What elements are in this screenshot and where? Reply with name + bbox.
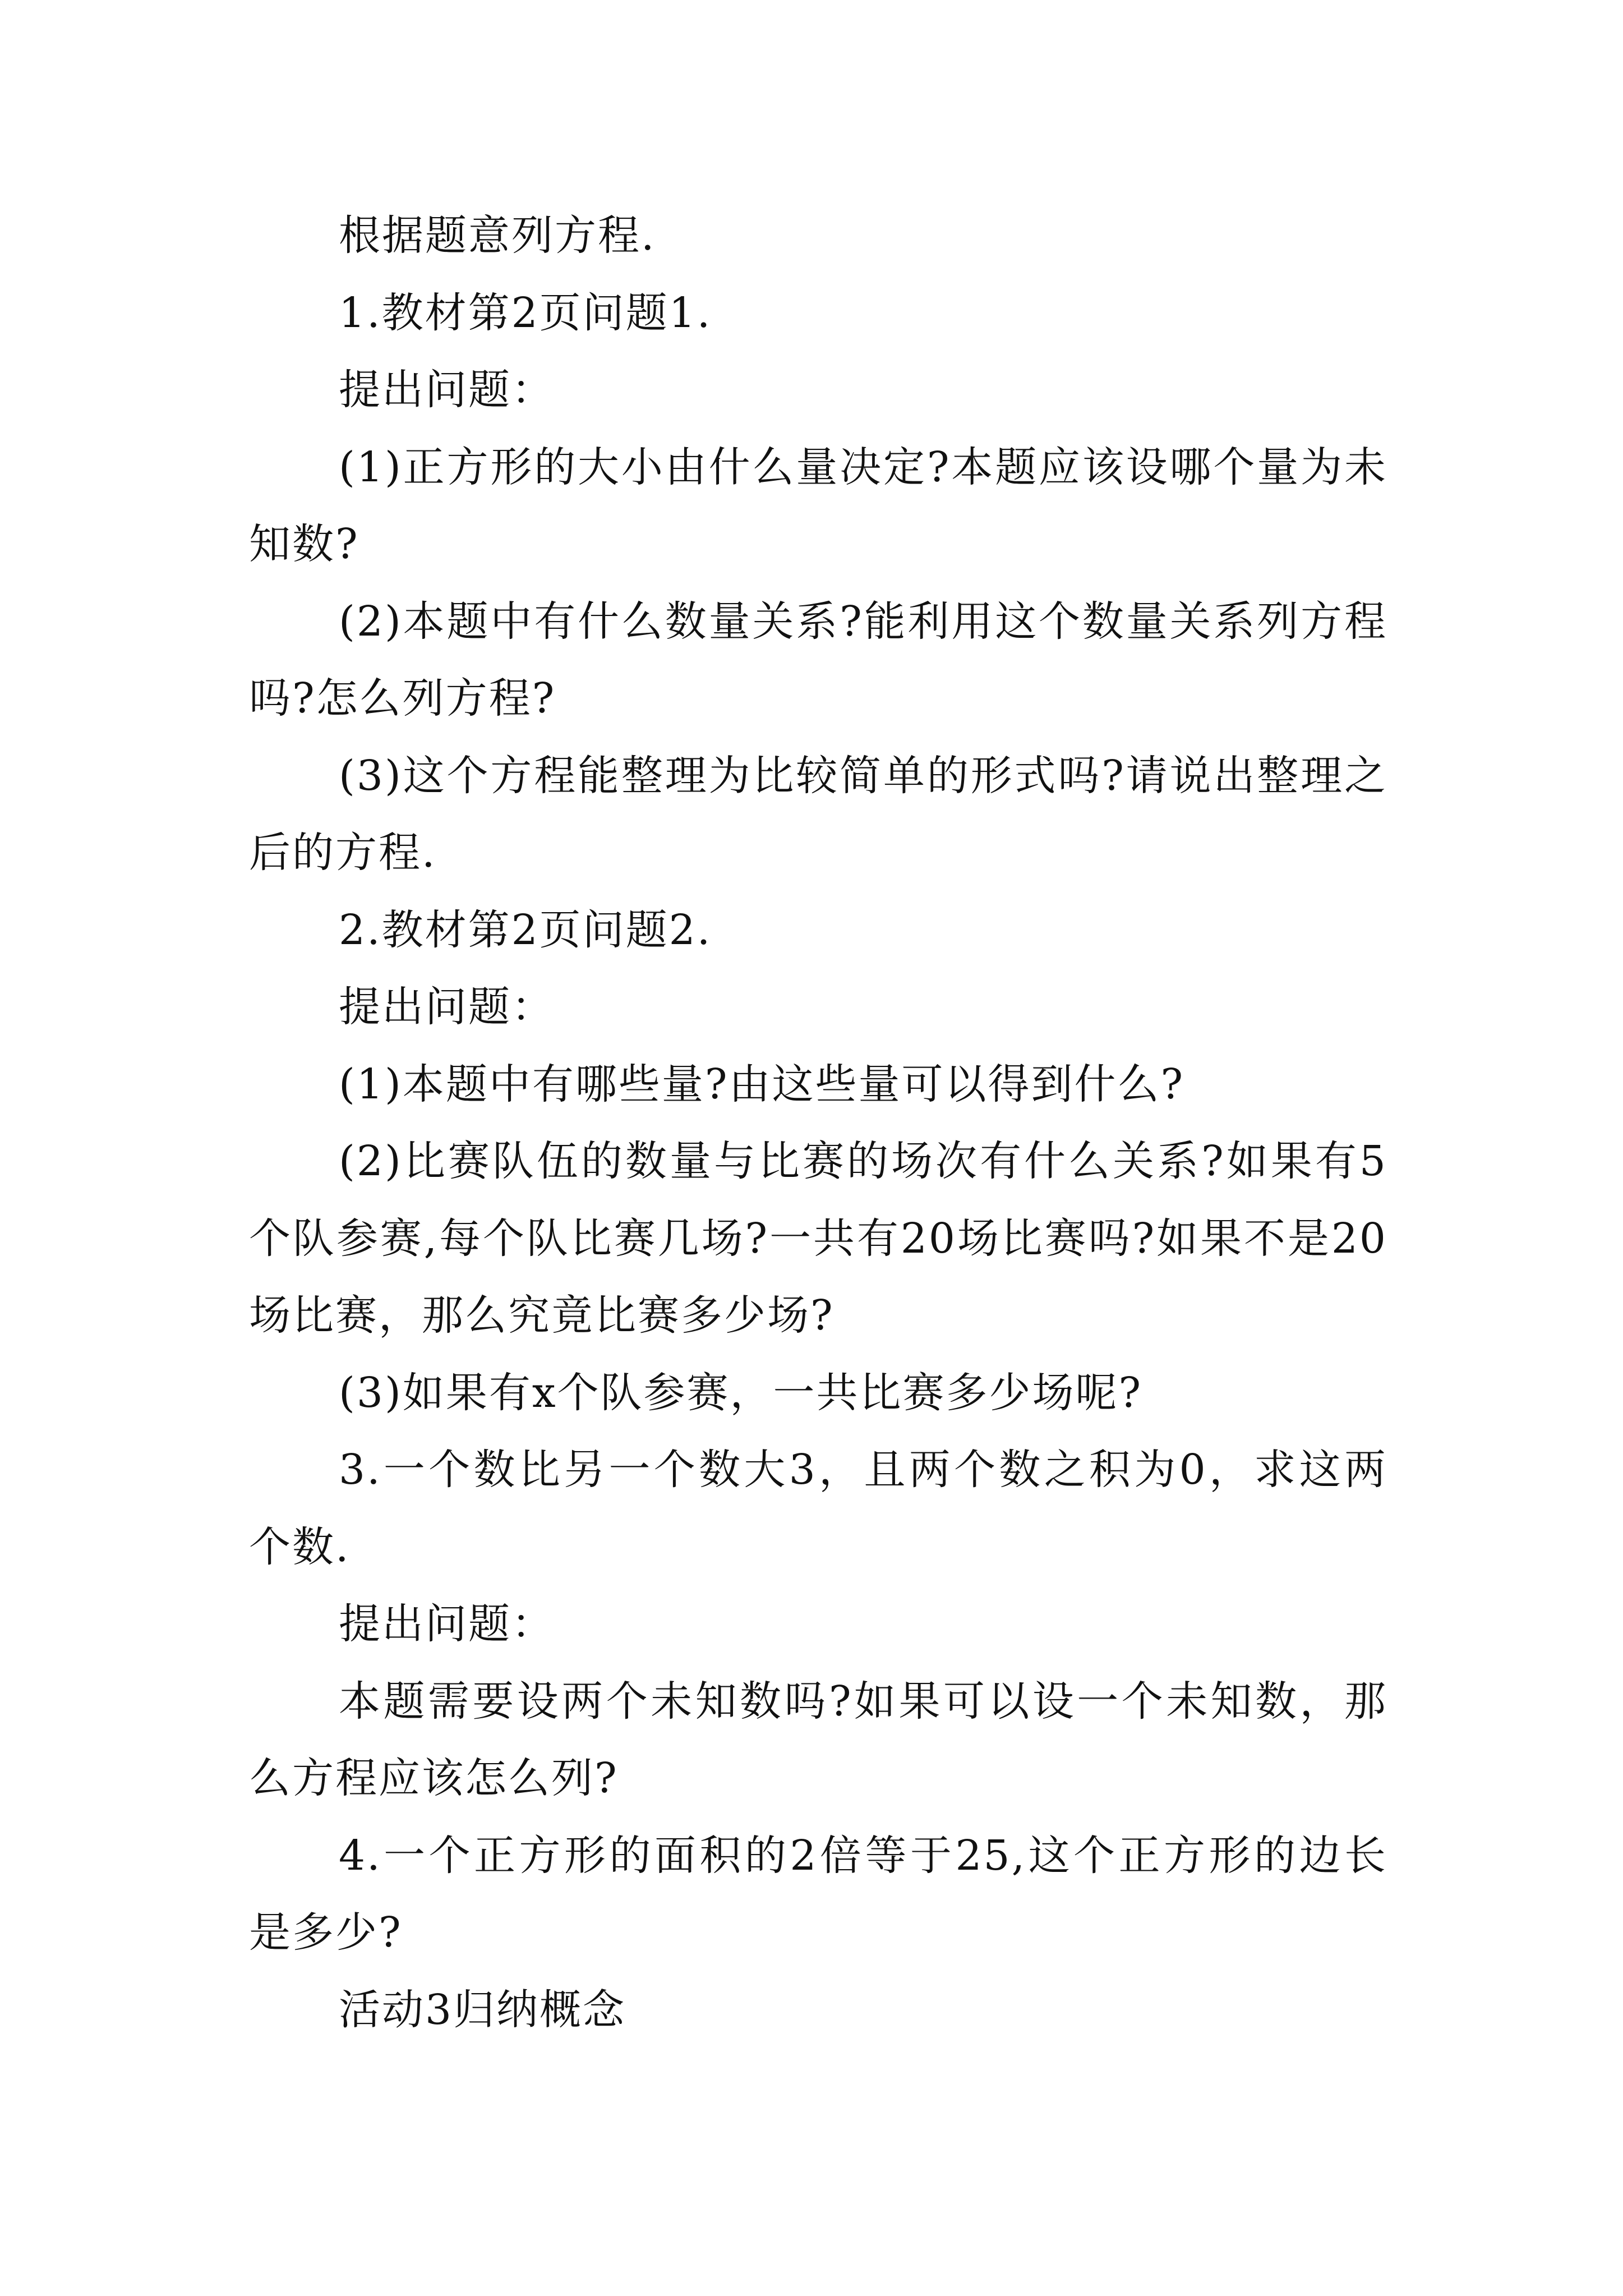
paragraph-question: (3)这个方程能整理为比较简单的形式吗?请说出整理之后的方程. bbox=[249, 751, 1387, 877]
paragraph-question: (3)如果有x个队参赛，一共比赛多少场呢? bbox=[339, 1368, 1143, 1417]
paragraph-question: (2)比赛队伍的数量与比赛的场次有什么关系?如果有5个队参赛,每个队比赛几场?一共有20场比赛吗?如果不是20场比赛，那么究竟比赛多少场? bbox=[249, 1137, 1387, 1340]
paragraph-questions-heading: 提出问题： bbox=[339, 1600, 555, 1648]
paragraph-question: (2)本题中有什么数量关系?能利用这个数量关系列方程吗?怎么列方程? bbox=[249, 597, 1387, 723]
paragraph-questions-heading: 提出问题： bbox=[339, 366, 555, 414]
paragraph-question: 本题需要设两个未知数吗?如果可以设一个未知数，那么方程应该怎么列? bbox=[249, 1677, 1387, 1802]
paragraph-problem-1: 1.教材第2页问题1. bbox=[339, 288, 712, 337]
paragraph-problem-3: 3.一个数比另一个数大3，且两个数之积为0，求这两个数. bbox=[249, 1446, 1387, 1571]
paragraph-activity-heading: 活动3归纳概念 bbox=[339, 1985, 626, 2034]
paragraph-question: (1)本题中有哪些量?由这些量可以得到什么? bbox=[339, 1060, 1185, 1108]
document-body bbox=[249, 197, 1387, 2049]
paragraph-problem-4: 4.一个正方形的面积的2倍等于25,这个正方形的边长是多少? bbox=[249, 1831, 1387, 1957]
paragraph-instruction: 根据题意列方程. bbox=[339, 211, 656, 260]
paragraph-question: (1)正方形的大小由什么量决定?本题应该设哪个量为未知数? bbox=[249, 443, 1387, 568]
paragraph-questions-heading: 提出问题： bbox=[339, 983, 555, 1031]
paragraph-problem-2: 2.教材第2页问题2. bbox=[339, 905, 712, 954]
